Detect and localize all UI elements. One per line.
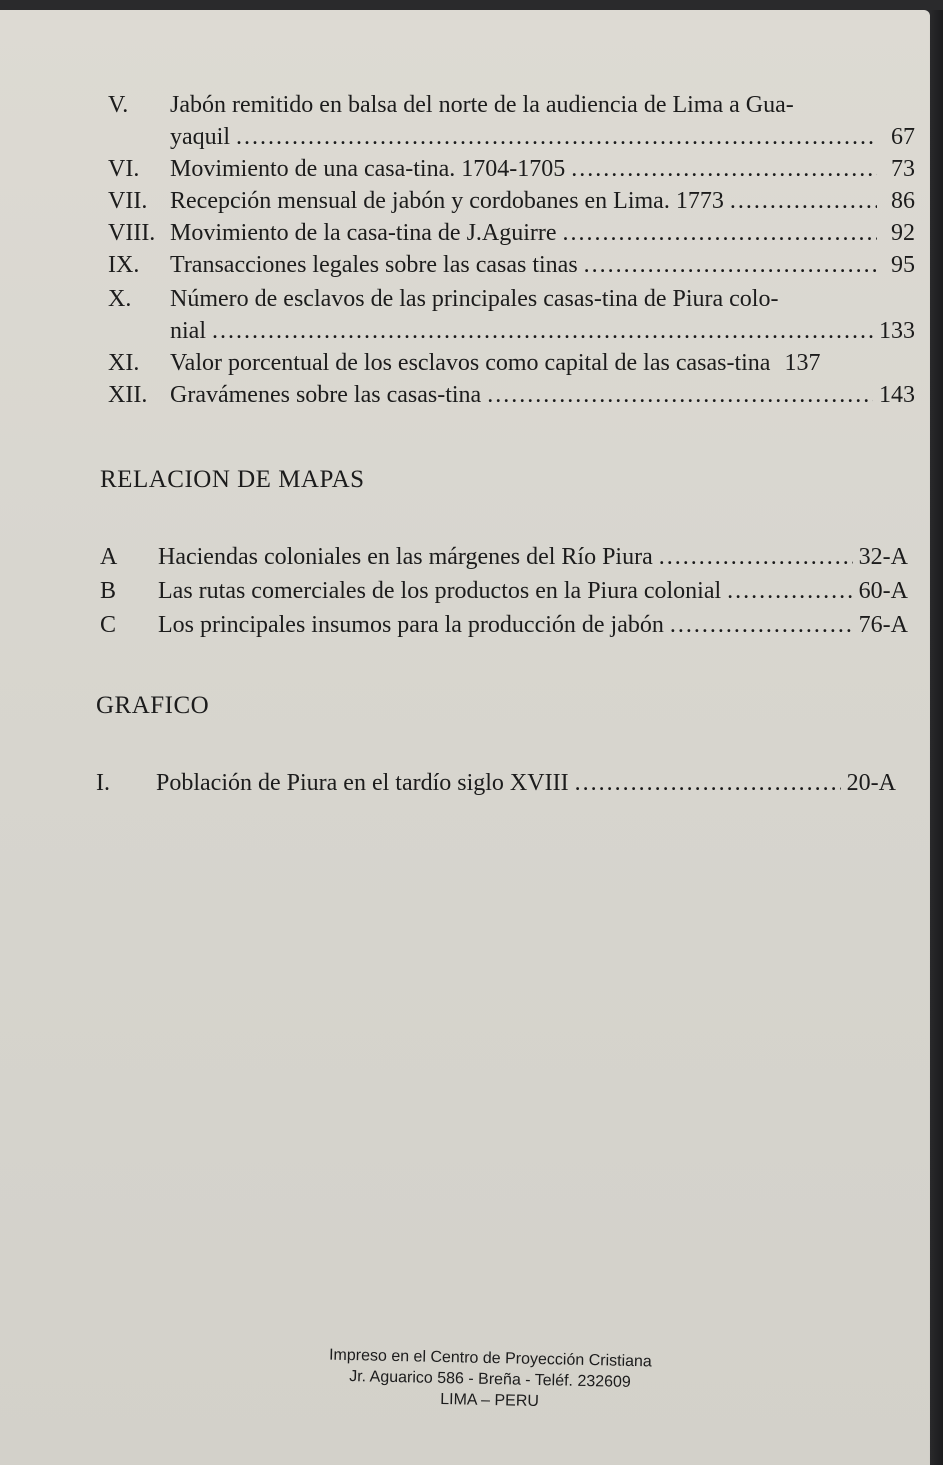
- entry-page: 137: [784, 350, 821, 376]
- dot-leader: [727, 576, 853, 606]
- dot-leader: [571, 154, 877, 184]
- entry-title: Número de esclavos de las principales casas-tina de Piura colo-: [170, 286, 779, 312]
- entry-page: 133: [879, 318, 915, 344]
- map-entry-a: [100, 542, 908, 572]
- table-entry-viii: [108, 218, 915, 248]
- entry-title-continued: nial: [170, 318, 206, 344]
- dot-leader: [659, 542, 853, 572]
- entry-page: 76-A: [858, 612, 908, 638]
- dot-leader: [730, 186, 877, 216]
- page-edge-shadow: [929, 10, 943, 1465]
- entry-page: 60-A: [858, 578, 908, 604]
- entry-page: 95: [891, 252, 915, 278]
- entry-number: XI.: [108, 350, 140, 376]
- table-entry-xii: [108, 380, 915, 410]
- map-entry-b: [100, 576, 908, 606]
- entry-number: VI.: [108, 156, 140, 182]
- printer-imprint: [279, 1344, 700, 1416]
- entry-title: Gravámenes sobre las casas-tina: [170, 382, 482, 408]
- graph-entry-i: [96, 768, 896, 798]
- entry-page: 92: [891, 220, 915, 246]
- entry-number: VIII.: [108, 220, 156, 246]
- entry-letter: A: [100, 544, 118, 570]
- dot-leader: [236, 122, 877, 152]
- dot-leader: [575, 768, 841, 798]
- entry-title: Transacciones legales sobre las casas tinas: [170, 252, 578, 278]
- entry-number: IX.: [108, 252, 140, 278]
- imprint-line: LIMA – PERU: [440, 1390, 540, 1411]
- entry-letter: C: [100, 612, 117, 638]
- table-entry-v-line2: [170, 122, 915, 152]
- map-entry-c: [100, 610, 908, 640]
- entry-letter: B: [100, 578, 117, 604]
- entry-number: V.: [108, 92, 129, 118]
- entry-title-continued: yaquil: [170, 124, 230, 150]
- graph-heading: GRAFICO: [96, 692, 210, 719]
- table-entry-x-line1: [108, 284, 878, 314]
- entry-number: I.: [96, 770, 110, 796]
- entry-number: X.: [108, 286, 132, 312]
- entry-page: 32-A: [858, 544, 908, 570]
- entry-title: Valor porcentual de los esclavos como capital de las casas-tina: [170, 350, 771, 376]
- entry-number: VII.: [108, 188, 148, 214]
- maps-heading: RELACION DE MAPAS: [100, 466, 365, 493]
- table-entry-ix: [108, 250, 915, 280]
- entry-page: 73: [891, 156, 915, 182]
- entry-number: XII.: [108, 382, 148, 408]
- entry-title: Población de Piura en el tardío siglo XVIII: [156, 770, 569, 796]
- dot-leader: [563, 218, 877, 248]
- entry-page: 86: [891, 188, 915, 214]
- table-entry-v-line1: [108, 90, 878, 120]
- table-entry-vi: [108, 154, 915, 184]
- dot-leader: [487, 380, 873, 410]
- dot-leader: [584, 250, 877, 280]
- book-page: [0, 10, 930, 1465]
- entry-title: Movimiento de una casa-tina. 1704-1705: [170, 156, 566, 182]
- entry-title: Haciendas coloniales en las márgenes del Río Piura: [158, 544, 653, 570]
- dot-leader: [670, 610, 853, 640]
- entry-page: 143: [879, 382, 915, 408]
- table-entry-vii: [108, 186, 915, 216]
- entry-page: 67: [891, 124, 915, 150]
- dot-leader: [212, 316, 873, 346]
- entry-title: Jabón remitido en balsa del norte de la audiencia de Lima a Gua-: [170, 92, 794, 118]
- imprint-line: Jr. Aguarico 586 - Breña - Teléf. 232609: [349, 1368, 631, 1391]
- entry-title: Las rutas comerciales de los productos en la Piura colonial: [158, 578, 722, 604]
- entry-title: Movimiento de la casa-tina de J.Aguirre: [170, 220, 557, 246]
- table-entry-x-line2: [170, 316, 915, 346]
- imprint-line: Impreso en el Centro de Proyección Cristiana: [328, 1346, 652, 1371]
- entry-page: 20-A: [846, 770, 896, 796]
- table-entry-xi: [108, 348, 915, 378]
- entry-title: Recepción mensual de jabón y cordobanes en Lima. 1773: [170, 188, 724, 214]
- entry-title: Los principales insumos para la producción de jabón: [158, 612, 664, 638]
